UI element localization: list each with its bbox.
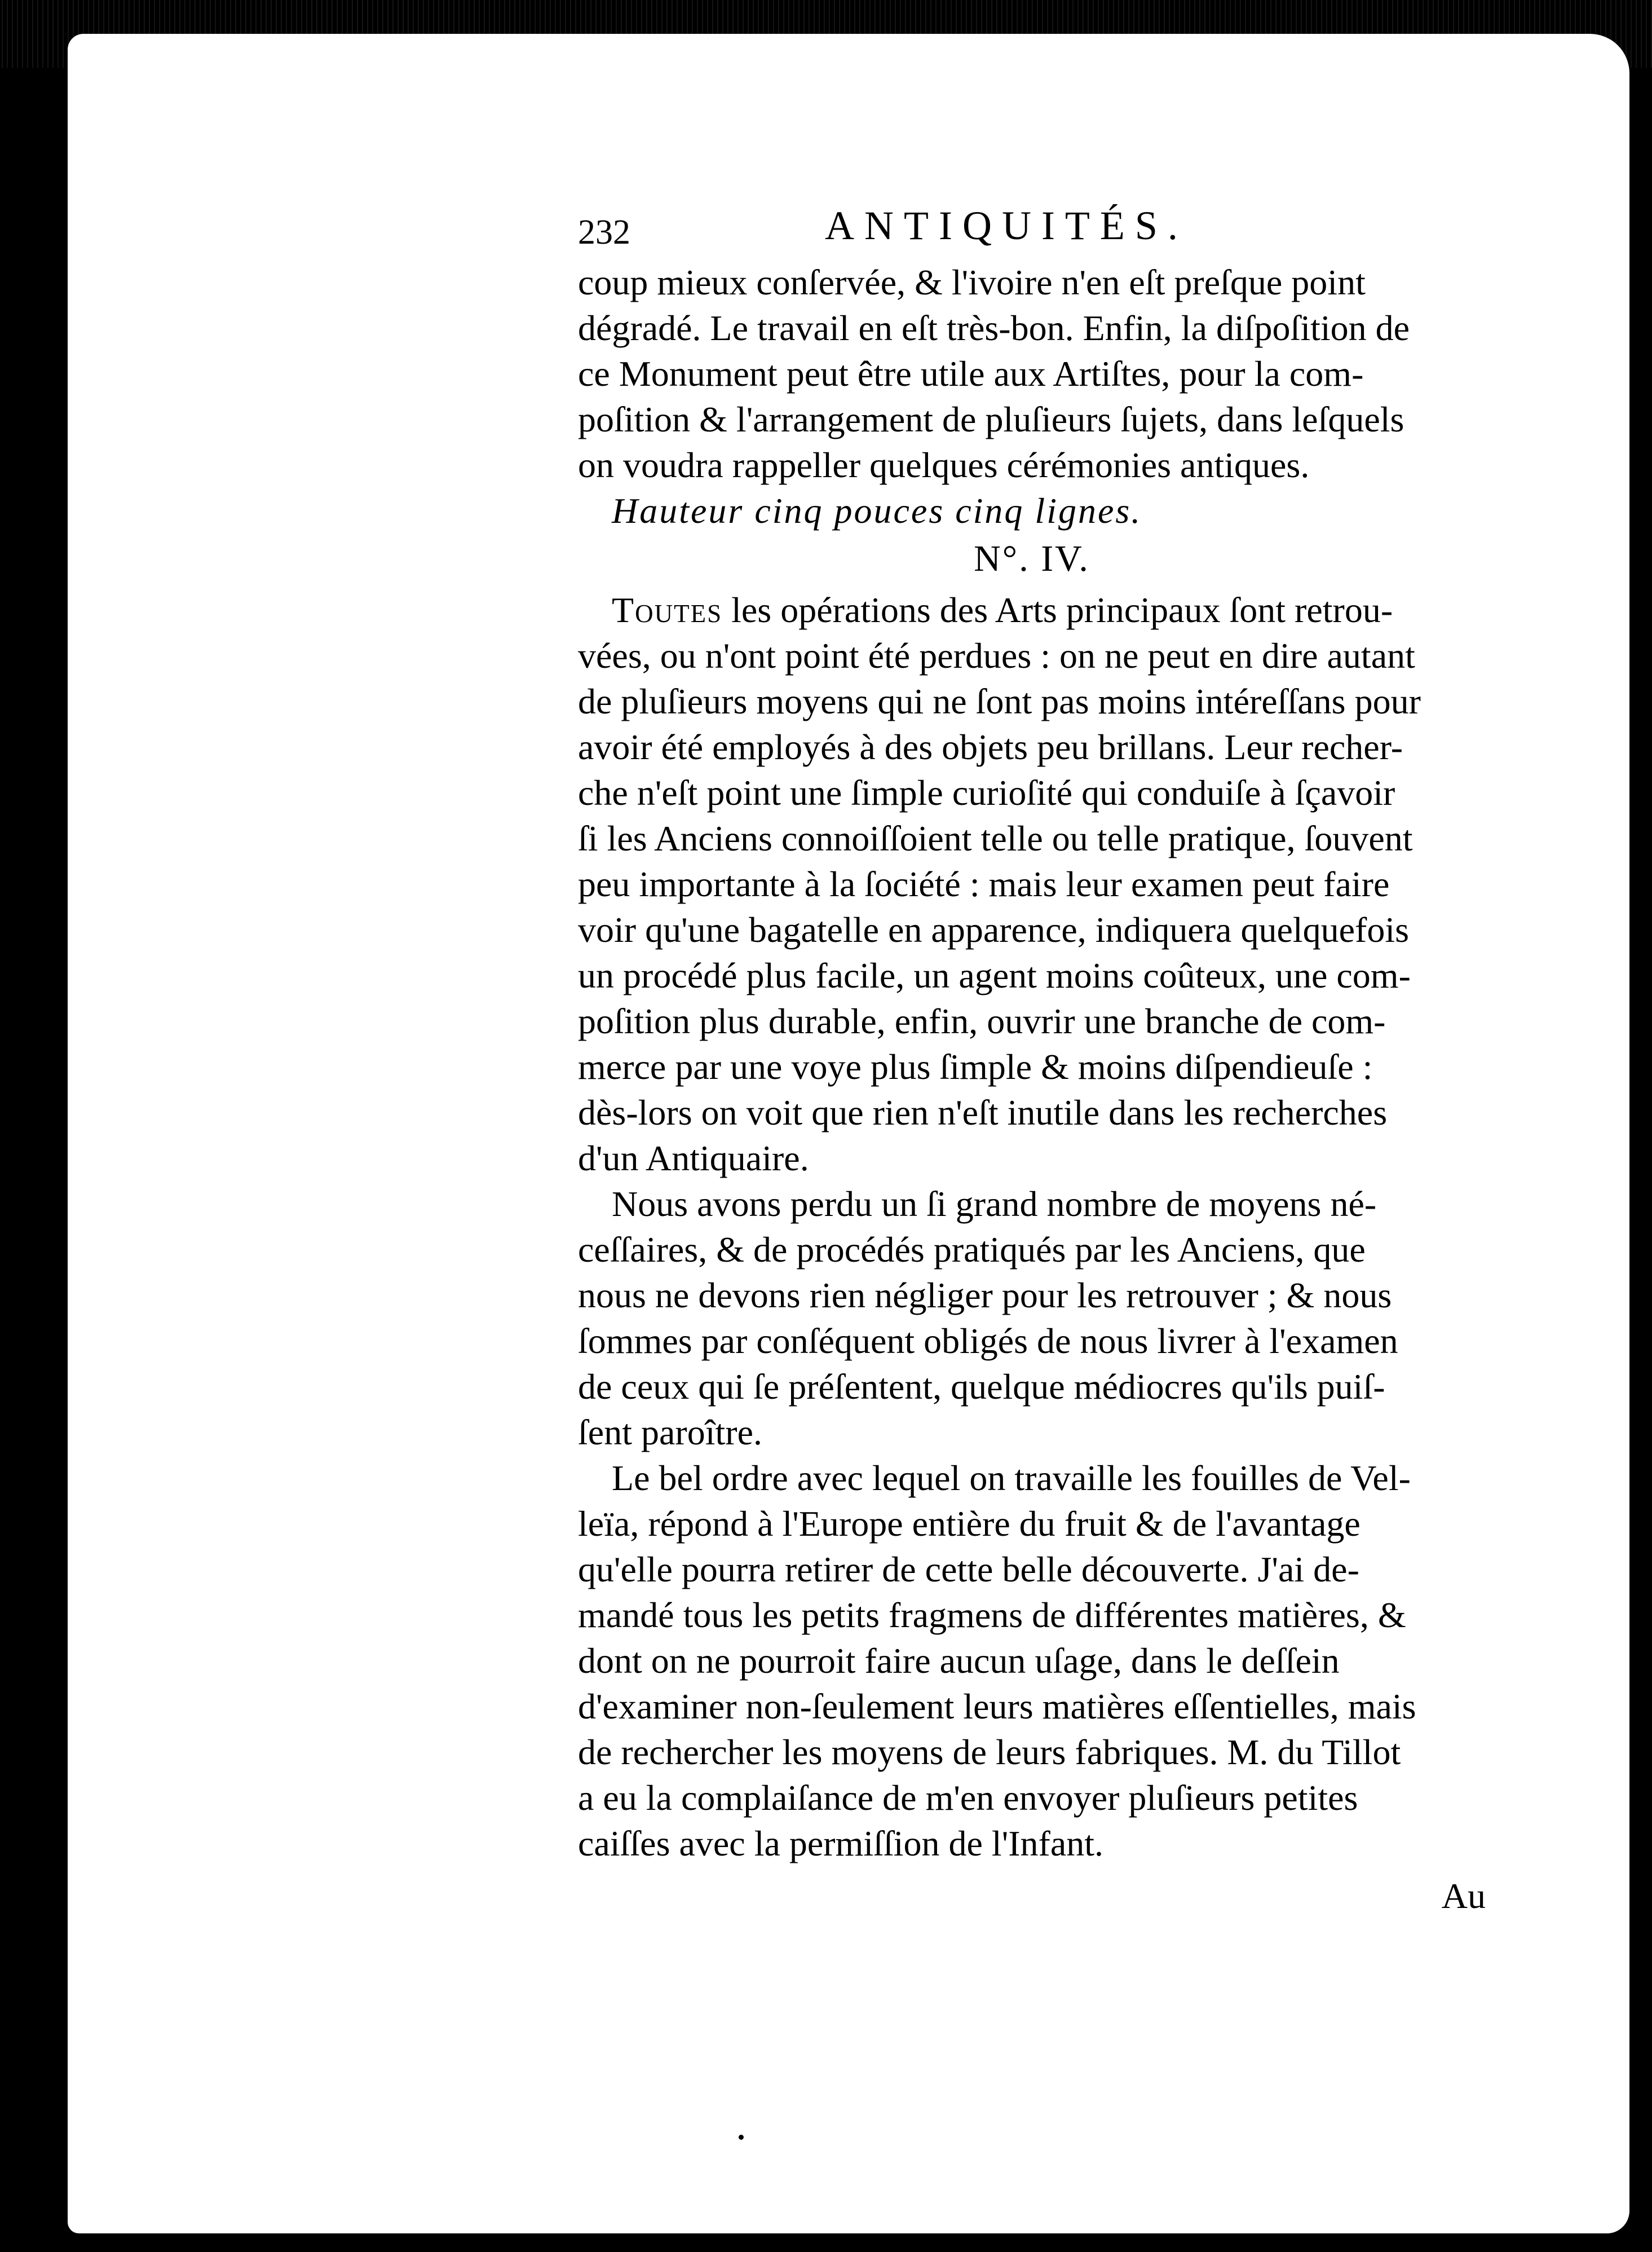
catchword: Au — [1441, 1876, 1486, 1916]
page-number: 232 — [578, 213, 630, 252]
running-title: ANTIQUITÉS. — [825, 203, 1188, 248]
page-text-block — [578, 203, 1486, 1919]
text-line: vées, ou n'ont point été perdues : on ne peut en dire autant — [578, 636, 1415, 676]
text-line: d'examiner non-ſeulement leurs matières eſſentielles, mais — [578, 1686, 1416, 1726]
page-header — [578, 203, 1486, 259]
text-line: ceſſaires, & de procédés pratiqués par les Anciens, que — [578, 1229, 1366, 1270]
text-line: poſition plus durable, enfin, ouvrir une branche de com- — [578, 1001, 1386, 1041]
text-line: poſition & l'arrangement de pluſieurs ſujets, dans leſquels — [578, 399, 1404, 439]
text-line: ſi les Anciens connoiſſoient telle ou telle pratique, ſouvent — [578, 818, 1413, 858]
text-line: on voudra rappeller quelques cérémonies antiques. — [578, 445, 1310, 485]
text-line: che n'eſt point une ſimple curioſité qui conduiſe à ſçavoir — [578, 773, 1395, 813]
text-line: Nous avons perdu un ſi grand nombre de moyens né- — [612, 1184, 1377, 1224]
text-line: qu'elle pourra retirer de cette belle découverte. J'ai de- — [578, 1549, 1359, 1589]
text-line: dès-lors on voit que rien n'eſt inutile dans les recherches — [578, 1092, 1388, 1132]
text-line: les opérations des Arts principaux ſont retrou- — [722, 590, 1393, 630]
text-line: ſent paroître. — [578, 1412, 762, 1452]
section-heading: N°. IV. — [974, 538, 1090, 579]
paragraph-2 — [578, 1181, 1486, 1455]
text-line: d'un Antiquaire. — [578, 1138, 809, 1178]
text-line: leïa, répond à l'Europe entière du fruit & de l'avantage — [578, 1504, 1361, 1544]
text-line: de pluſieurs moyens qui ne ſont pas moins intéreſſans pour — [578, 681, 1421, 721]
text-line: de rechercher les moyens de leurs fabriques. M. du Tillot — [578, 1732, 1401, 1772]
text-line: avoir été employés à des objets peu brillans. Leur recher- — [578, 727, 1403, 767]
continuation-paragraph — [578, 259, 1486, 488]
text-line: nous ne devons rien négliger pour les retrouver ; & nous — [578, 1275, 1392, 1315]
paragraph-1 — [578, 587, 1486, 1181]
text-line: dont on ne pourroit faire aucun uſage, dans le deſſein — [578, 1641, 1340, 1681]
lead-word: Toutes — [612, 590, 723, 630]
text-line: voir qu'une bagatelle en apparence, indiquera quelquefois — [578, 910, 1410, 950]
ink-speck — [739, 2135, 744, 2140]
text-line: de ceux qui ſe préſentent, quelque médiocres qu'ils puiſ- — [578, 1367, 1385, 1407]
text-line: coup mieux conſervée, & l'ivoire n'en eſt preſque point — [578, 262, 1366, 302]
text-line: un procédé plus facile, un agent moins coûteux, une com- — [578, 955, 1411, 995]
text-line: a eu la complaiſance de m'en envoyer pluſieurs petites — [578, 1778, 1358, 1818]
text-line: mandé tous les petits fragmens de différentes matières, & — [578, 1595, 1406, 1635]
text-line: Le bel ordre avec lequel on travaille les fouilles de Vel- — [612, 1458, 1411, 1498]
dimension-note: Hauteur cinq pouces cinq lignes. — [612, 491, 1142, 531]
text-line: caiſſes avec la permiſſion de l'Infant. — [578, 1823, 1104, 1863]
text-line: ſommes par conſéquent obligés de nous livrer à l'examen — [578, 1321, 1398, 1361]
text-line: ce Monument peut être utile aux Artiſtes, pour la com- — [578, 354, 1364, 394]
text-line: peu importante à la ſociété : mais leur examen peut faire — [578, 864, 1390, 904]
text-line: merce par une voye plus ſimple & moins diſpendieuſe : — [578, 1047, 1373, 1087]
paragraph-3 — [578, 1455, 1486, 1866]
text-line: dégradé. Le travail en eſt très-bon. Enfin, la diſpoſition de — [578, 308, 1410, 348]
